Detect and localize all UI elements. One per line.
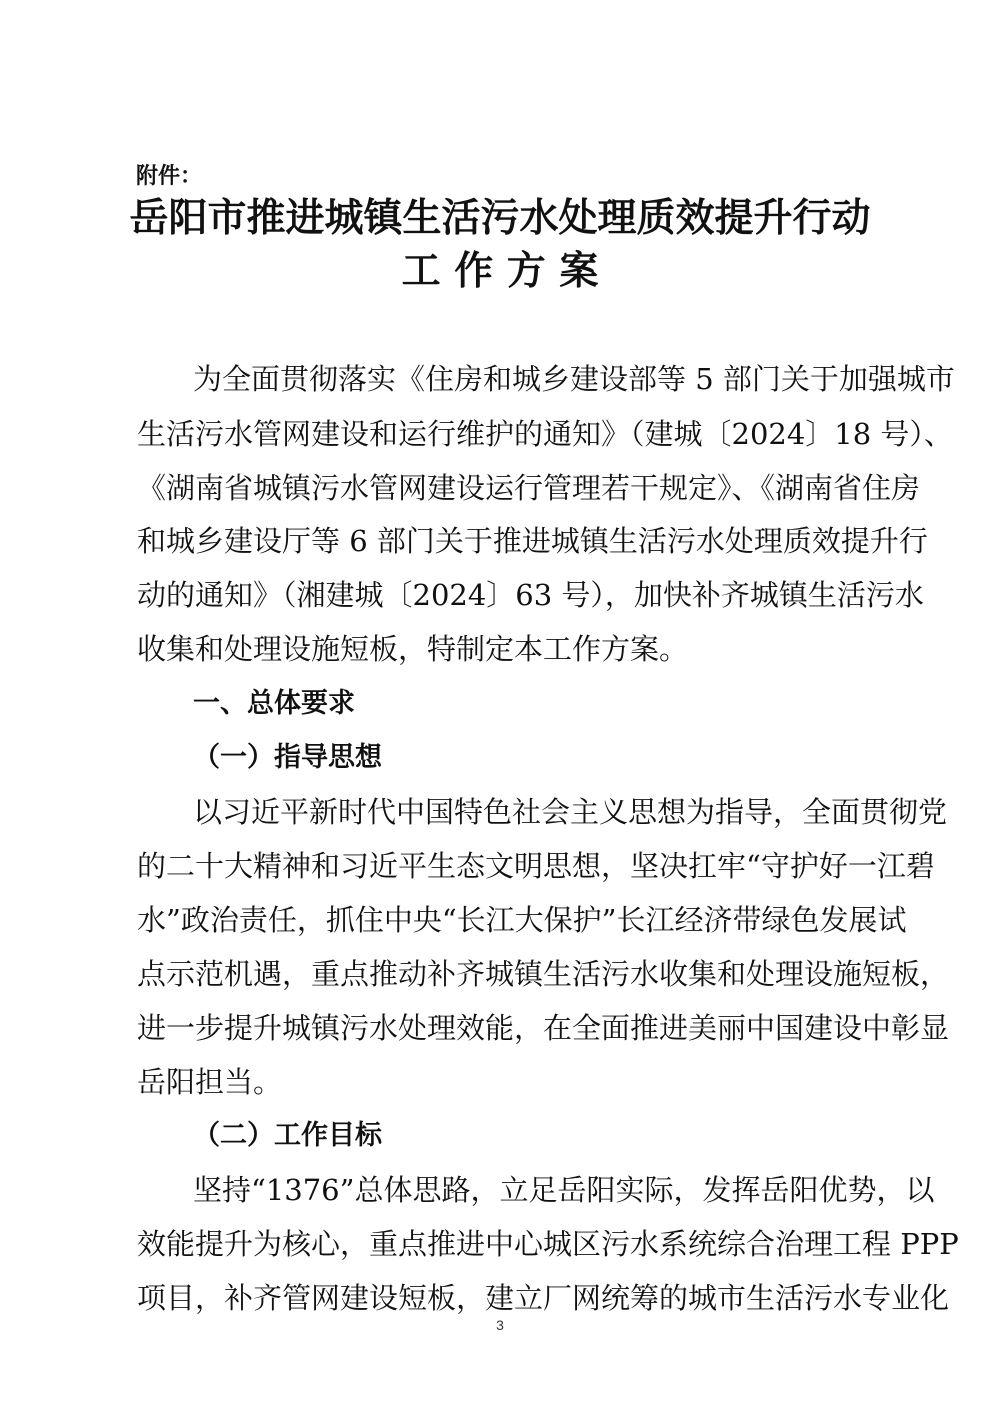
paragraph-line: 效能提升为核心，重点推进中心城区污水系统综合治理工程 PPP — [137, 1227, 959, 1261]
paragraph-line: 项目，补齐管网建设短板，建立厂网统筹的城市生活污水专业化 — [137, 1281, 950, 1315]
paragraph-line: 收集和处理设施短板，特制定本工作方案。 — [137, 632, 689, 666]
paragraph-line: 点示范机遇，重点推动补齐城镇生活污水收集和处理设施短板， — [137, 957, 950, 991]
paragraph-line: 生活污水管网建设和运行维护的通知》（建城〔2024〕18 号）、 — [137, 417, 953, 451]
paragraph-line: 为全面贯彻落实《住房和城乡建设部等 5 部门关于加强城市 — [193, 362, 955, 396]
attachment-label: 附件： — [136, 164, 203, 189]
paragraph-line: 《湖南省城镇污水管网建设运行管理若干规定》、《湖南省住房 — [137, 471, 921, 505]
paragraph-line: 动的通知》（湘建城〔2024〕63 号），加快补齐城镇生活污水 — [137, 578, 924, 612]
paragraph-line: 进一步提升城镇污水处理效能，在全面推进美丽中国建设中彰显 — [137, 1011, 950, 1045]
paragraph-line: 和城乡建设厅等 6 部门关于推进城镇生活污水处理质效提升行 — [137, 524, 928, 558]
paragraph-line: 水”政治责任，抓住中央“长江大保护”长江经济带绿色发展试 — [137, 903, 907, 937]
subsection-heading: （二）工作目标 — [193, 1120, 382, 1151]
paragraph-line: 坚持“1376”总体思路，立足岳阳实际，发挥岳阳优势，以 — [193, 1173, 935, 1207]
paragraph-line: 的二十大精神和习近平生态文明思想，坚决扛牢“守护好一江碧 — [137, 849, 935, 883]
page-number: 3 — [496, 1317, 504, 1333]
document-title: 岳阳市推进城镇生活污水处理质效提升行动 — [129, 196, 871, 241]
section-heading: 一、总体要求 — [193, 688, 355, 719]
subsection-heading: （一）指导思想 — [193, 742, 382, 773]
paragraph-line: 以习近平新时代中国特色社会主义思想为指导，全面贯彻党 — [193, 795, 948, 829]
paragraph-line: 岳阳担当。 — [137, 1065, 283, 1099]
document-title-continued: 工 作 方 案 — [401, 249, 599, 294]
